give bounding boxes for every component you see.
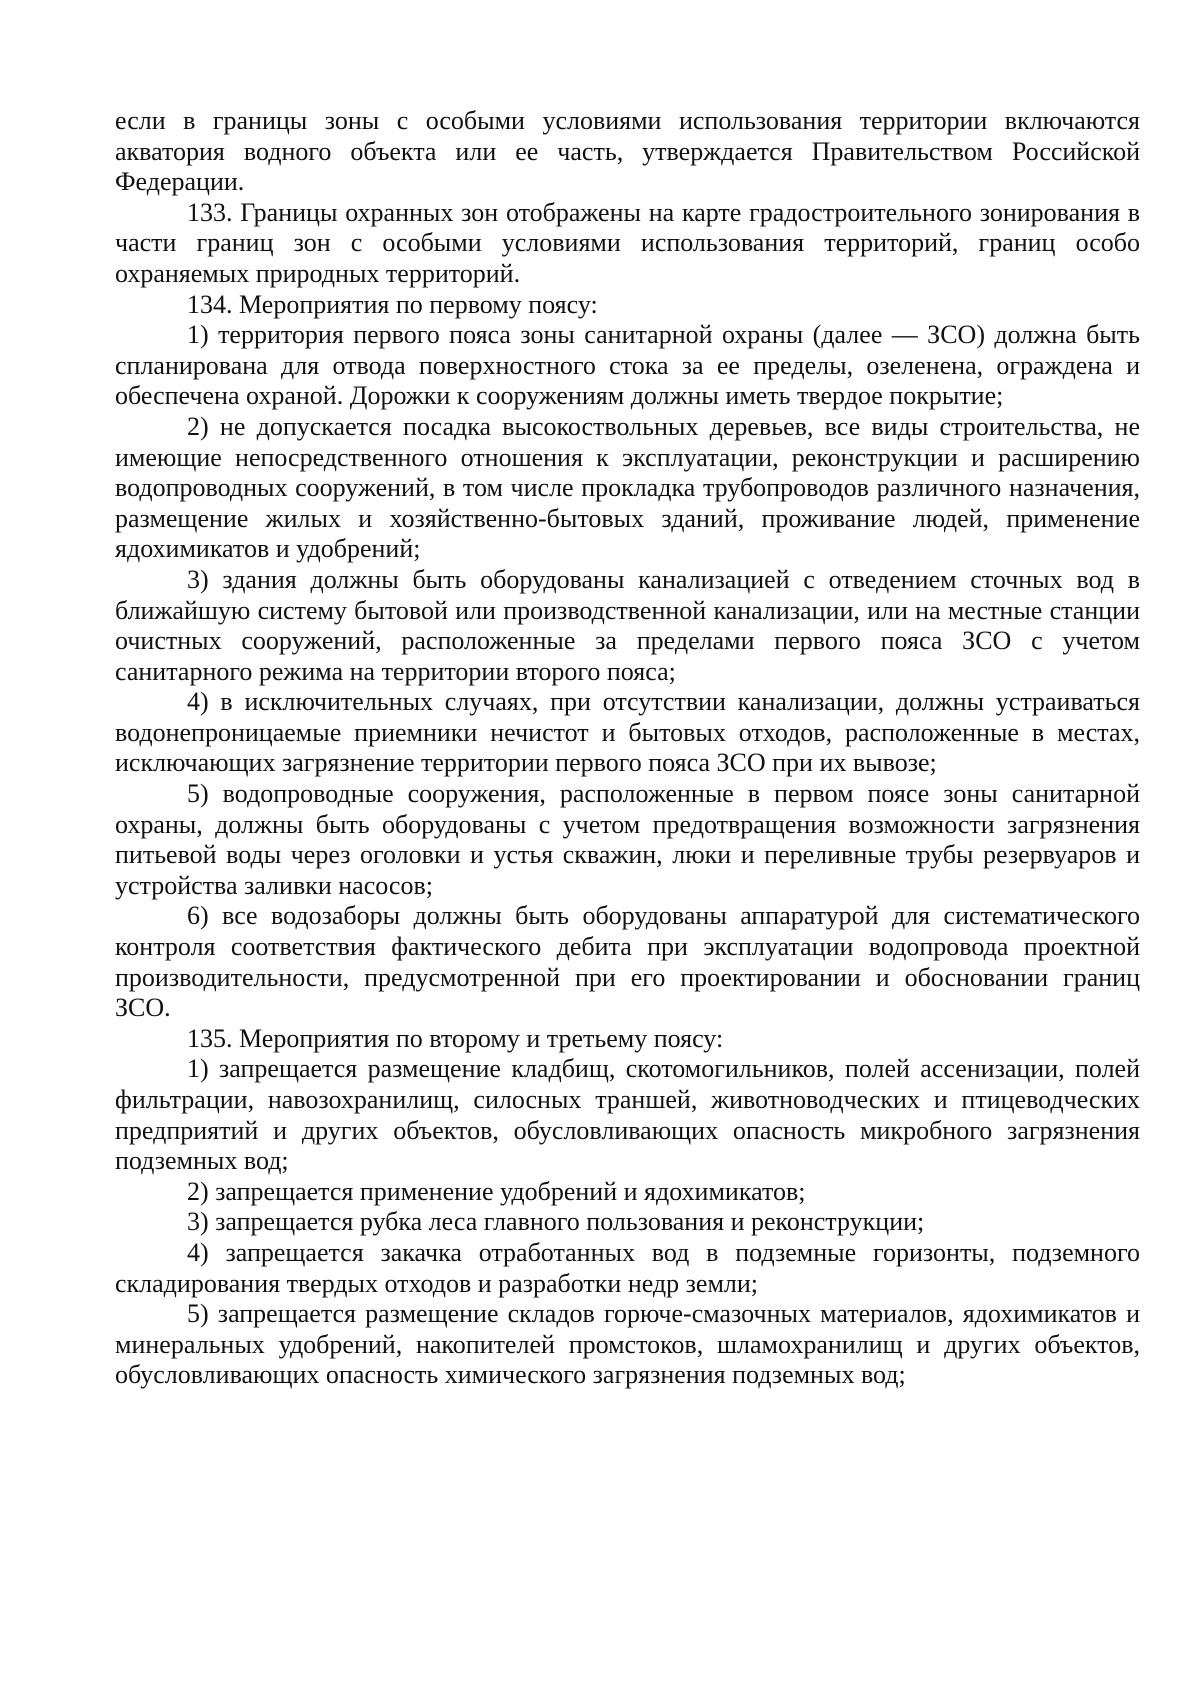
paragraph-continuation: если в границы зоны с особыми условиями использования территории включаются акватория водного объекта или ее часть, утверждается Правительством Российской Федерации. [115,106,1140,197]
paragraph-135-item-4: 4) запрещается закачка отработанных вод в подземные горизонты, подземного складирования твердых отходов и разработки недр земли; [115,1237,1140,1298]
paragraph-134-item-6: 6) все водозаборы должны быть оборудованы аппаратурой для систематического контроля соответствия фактического дебита при эксплуатации водопровода проектной производительности, предусмотренной при его проектировании и обосновании границ ЗСО. [115,901,1140,1023]
paragraph-135-item-3: 3) запрещается рубка леса главного пользования и реконструкции; [187,1207,925,1237]
paragraph-133: 133. Границы охранных зон отображены на карте градостроительного зонирования в части границ зон с особыми условиями использования территорий, границ особо охраняемых природных территорий. [115,197,1140,288]
paragraph-134-item-5: 5) водопроводные сооружения, расположенные в первом поясе зоны санитарной охраны, должны быть оборудованы с учетом предотвращения возможности загрязнения питьевой воды через оголовки и устья скважин, люки и переливные трубы резервуаров и устройства заливки насосов; [115,779,1140,900]
paragraph-134-item-4: 4) в исключительных случаях, при отсутствии канализации, должны устраиваться водонепроницаемые приемники нечистот и бытовых отходов, расположенные в местах, исключающих загрязнение территории первого пояса ЗСО при их вывозе; [115,687,1140,778]
paragraph-134-item-2: 2) не допускается посадка высокоствольных деревьев, все виды строительства, не имеющие непосредственного отношения к эксплуатации, реконструкции и расширению водопроводных сооружений, в том числе прокладка трубопроводов различного назначения, размещение жилых и хозяйственно-бытовых зданий, проживание людей, применение ядохимикатов и удобрений; [115,411,1140,564]
paragraph-135-item-1: 1) запрещается размещение кладбищ, скотомогильников, полей ассенизации, полей фильтрации, навозохранилищ, силосных траншей, животноводческих и птицеводческих предприятий и других объектов, обусловливающих опасность микробного загрязнения подземных вод; [115,1054,1140,1176]
paragraph-134-item-1: 1) территория первого пояса зоны санитарной охраны (далее — ЗСО) должна быть спланирована для отвода поверхностного стока за ее пределы, озеленена, ограждена и обеспечена охраной. Дорожки к сооружениям должны иметь твердое покрытие; [115,320,1140,411]
paragraph-135-heading: 135. Мероприятия по второму и третьему поясу: [187,1023,724,1053]
paragraph-134-item-3: 3) здания должны быть оборудованы канализацией с отведением сточных вод в ближайшую систему бытовой или производственной канализации, или на местные станции очистных сооружений, расположенные за пределами первого пояса ЗСО с учетом санитарного режима на территории второго пояса; [115,564,1140,686]
paragraph-134-heading: 134. Мероприятия по первому поясу: [187,289,598,319]
paragraph-135-item-5: 5) запрещается размещение складов горюче-смазочных материалов, ядохимикатов и минеральных удобрений, накопителей промстоков, шламохранилищ и других объектов, обусловливающих опасность химического загрязнения подземных вод; [115,1299,1140,1390]
paragraph-135-item-2: 2) запрещается применение удобрений и ядохимикатов; [187,1176,806,1206]
